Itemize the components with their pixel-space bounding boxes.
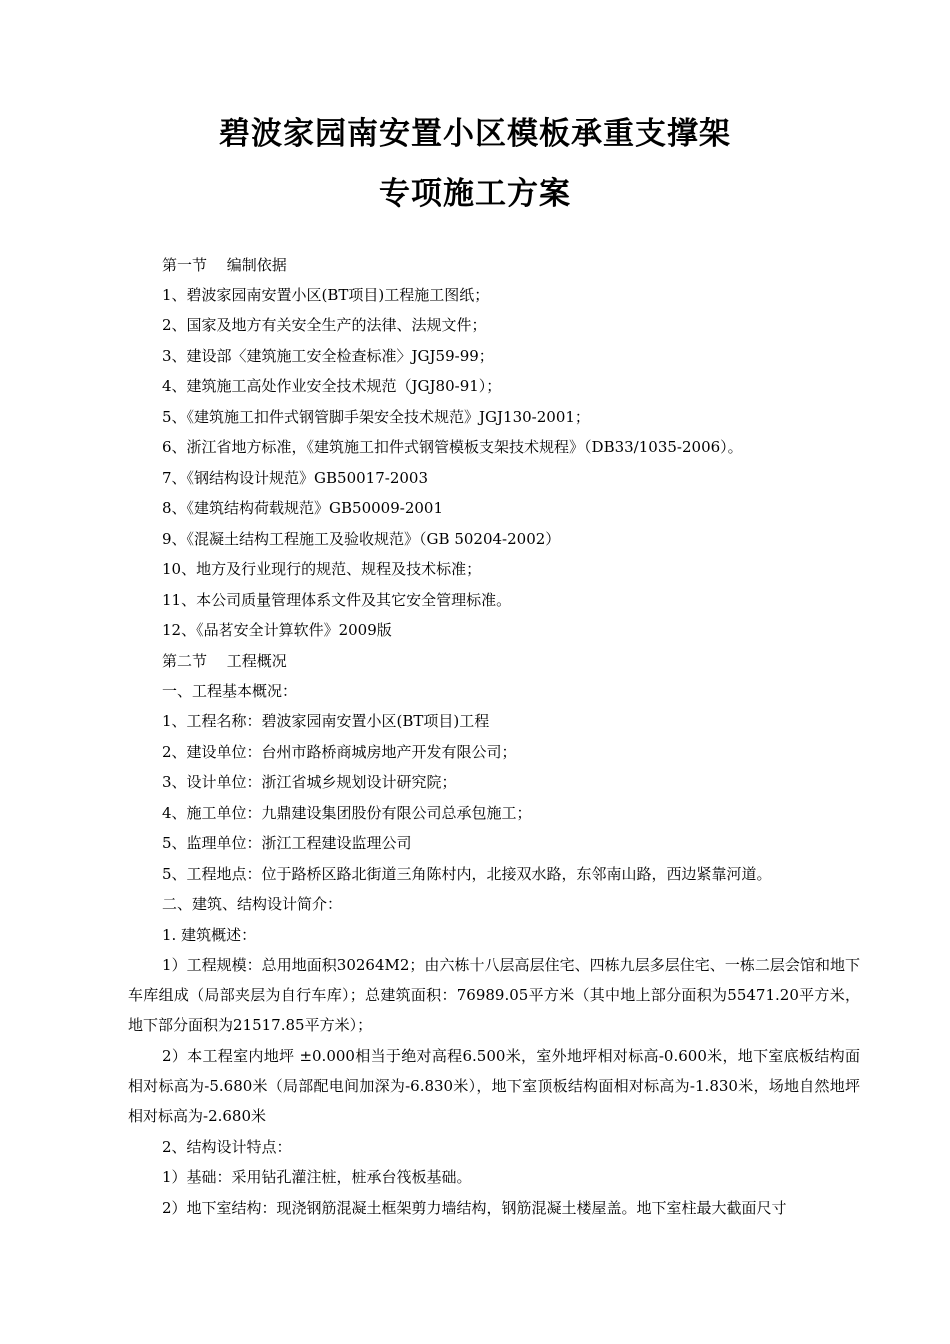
- document-title-line1: 碧波家园南安置小区模板承重支撑架: [219, 116, 731, 152]
- basis-item-2: 2、国家及地方有关安全生产的法律、法规文件；: [162, 316, 487, 334]
- subheading-structure: 2、结构设计特点：: [162, 1138, 292, 1156]
- document-title-line2: 专项施工方案: [379, 176, 571, 212]
- basis-item-11: 11、本公司质量管理体系文件及其它安全管理标准。: [162, 591, 512, 609]
- basis-item-10: 10、地方及行业现行的规范、规程及技术标准；: [162, 560, 482, 578]
- basis-item-8: 8、《建筑结构荷载规范》GB50009-2001: [162, 499, 444, 517]
- basis-item-1: 1、碧波家园南安置小区(BT项目)工程施工图纸；: [162, 286, 490, 304]
- basis-item-6: 6、浙江省地方标准，《建筑施工扣件式钢管模板支架技术规程》（DB33/1035-2006）。: [162, 438, 743, 456]
- subheading-design: 二、建筑、结构设计简介：: [162, 895, 343, 913]
- paragraph-elevation: 2）本工程室内地坪 ±0.000相当于绝对高程6.500米，室外地坪相对标高-0.600米，地下室底板结构面相对标高为-5.680米（局部配电间加深为-6.830米），地下室顶板结构面相对标高为-1.830米，场地自然地坪相对标高为-2.680米: [128, 1047, 860, 1125]
- section-heading-2: 第二节 工程概况: [162, 652, 287, 670]
- overview-item-2: 2、建设单位：台州市路桥商城房地产开发有限公司；: [162, 743, 517, 761]
- subheading-basic-overview: 一、工程基本概况：: [162, 682, 298, 700]
- paragraph-scale: 1）工程规模：总用地面积30264M2；由六栋十八层高层住宅、四栋九层多层住宅、一栋二层会馆和地下车库组成（局部夹层为自行车库）；总建筑面积：76989.05平方米（其中地上部分面积为55471.20平方米，地下部分面积为21517.85平方米）；: [128, 956, 860, 1034]
- structure-basement: 2）地下室结构：现浇钢筋混凝土框架剪力墙结构，钢筋混凝土楼屋盖。地下室柱最大截面尺寸: [162, 1199, 787, 1217]
- section-heading-1: 第一节 编制依据: [162, 256, 287, 274]
- basis-item-7: 7、《钢结构设计规范》GB50017-2003: [162, 469, 429, 487]
- basis-item-4: 4、建筑施工高处作业安全技术规范（JGJ80-91）；: [162, 377, 502, 395]
- basis-item-12: 12、《品茗安全计算软件》2009版: [162, 621, 392, 639]
- basis-item-9: 9、《混凝土结构工程施工及验收规范》（GB 50204-2002）: [162, 530, 561, 548]
- overview-item-3: 3、设计单位：浙江省城乡规划设计研究院；: [162, 773, 457, 791]
- basis-item-3: 3、建设部〈建筑施工安全检查标准〉JGJ59-99；: [162, 347, 494, 365]
- structure-foundation: 1）基础：采用钻孔灌注桩，桩承台筏板基础。: [162, 1168, 472, 1186]
- basis-item-5: 5、《建筑施工扣件式钢管脚手架安全技术规范》JGJ130-2001；: [162, 408, 590, 426]
- overview-item-1: 1、工程名称：碧波家园南安置小区(BT项目)工程: [162, 712, 490, 730]
- overview-item-5: 5、监理单位：浙江工程建设监理公司: [162, 834, 412, 852]
- overview-item-4: 4、施工单位：九鼎建设集团股份有限公司总承包施工；: [162, 804, 532, 822]
- subheading-architecture: 1. 建筑概述：: [162, 926, 257, 944]
- overview-item-6: 5、工程地点：位于路桥区路北街道三角陈村内，北接双水路，东邻南山路，西边紧靠河道。: [162, 865, 772, 883]
